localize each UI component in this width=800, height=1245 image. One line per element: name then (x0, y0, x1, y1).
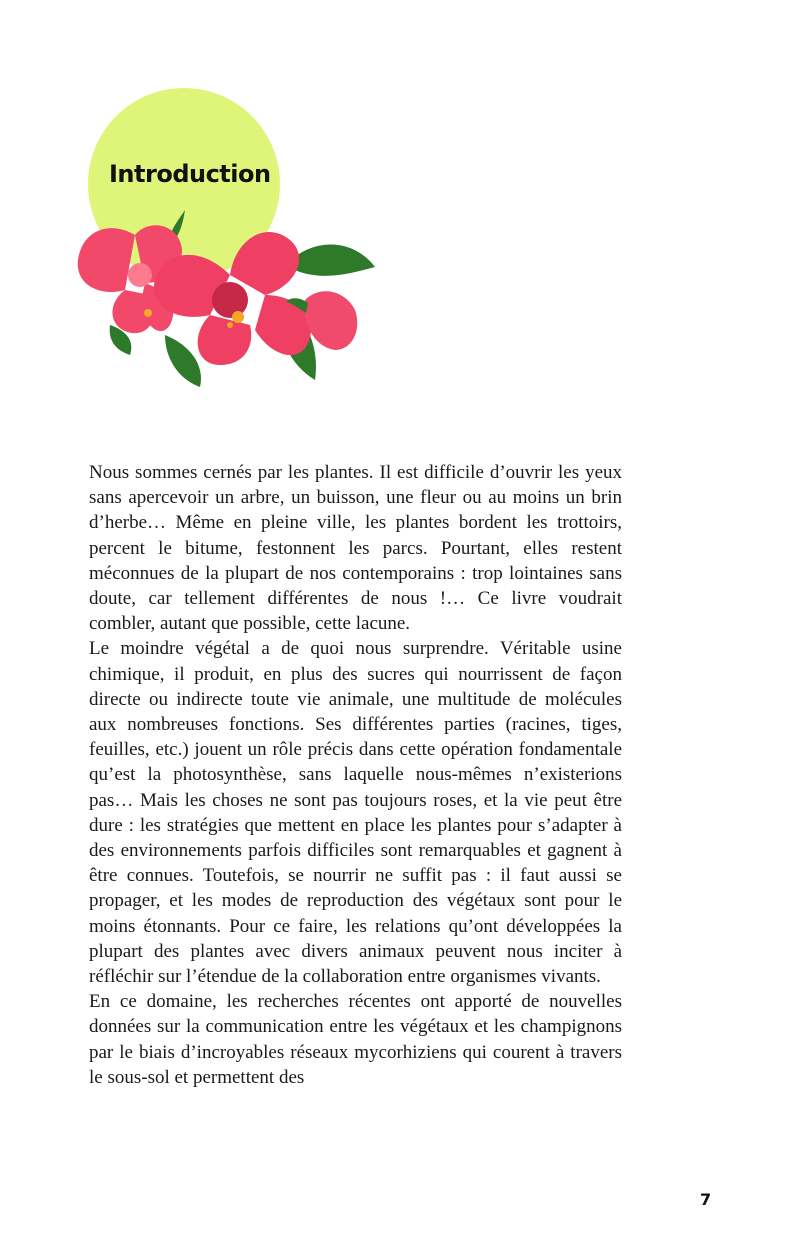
page-title: Introduction (109, 160, 271, 188)
page-number: 7 (700, 1190, 712, 1209)
paragraph-3: En ce domaine, les recherches récentes ont apporté de nouvelles données sur la communication entre les végétaux et les champignons par le biais d’incroyables réseaux mycorhiziens qui courent à travers le sous-sol et permettent des (89, 991, 622, 1088)
body-text (89, 460, 622, 1090)
paragraph-2: Le moindre végétal a de quoi nous surprendre. Véritable usine chimique, il produit, en plus des sucres qui nourrissent de façon directe ou indirecte toute vie animale, une multitude de molécules aux nombreuses fonctions. Ses différentes parties (racines, tiges, feuilles, etc.) jouent un rôle précis dans cette opération fondamentale qu’est la photosynthèse, sans laquelle nous-mêmes n’existerions pas… Mais les choses ne sont pas toujours roses, et la vie peut être dure : les stratégies que mettent en place les plantes pour s’adapter à des environnements parfois difficiles sont remarquables et gagnent à être connues. Toutefois, se nourrir ne suffit pas : il faut aussi se propager, et les modes de reproduction des végétaux sont pour le moins étonnants. Pour ce faire, les relations qu’ont développées la plupart des plantes avec divers animaux peuvent nous inciter à réfléchir sur l’étendue de la collaboration entre organismes vivants. (89, 638, 622, 988)
hibiscus-flowers-icon (70, 205, 390, 395)
paragraph-1: Nous sommes cernés par les plantes. Il est difficile d’ouvrir les yeux sans apercevoir un arbre, un buisson, une fleur ou au moins un brin d’herbe… Même en pleine ville, les plantes bordent les trottoirs, percent le bitume, festonnent les parcs. Pourtant, elles restent méconnues de la plupart de nos contemporains : trop lointaines sans doute, car tellement différentes de nous !… Ce livre voudrait combler, autant que possible, cette lacune. (89, 462, 622, 635)
